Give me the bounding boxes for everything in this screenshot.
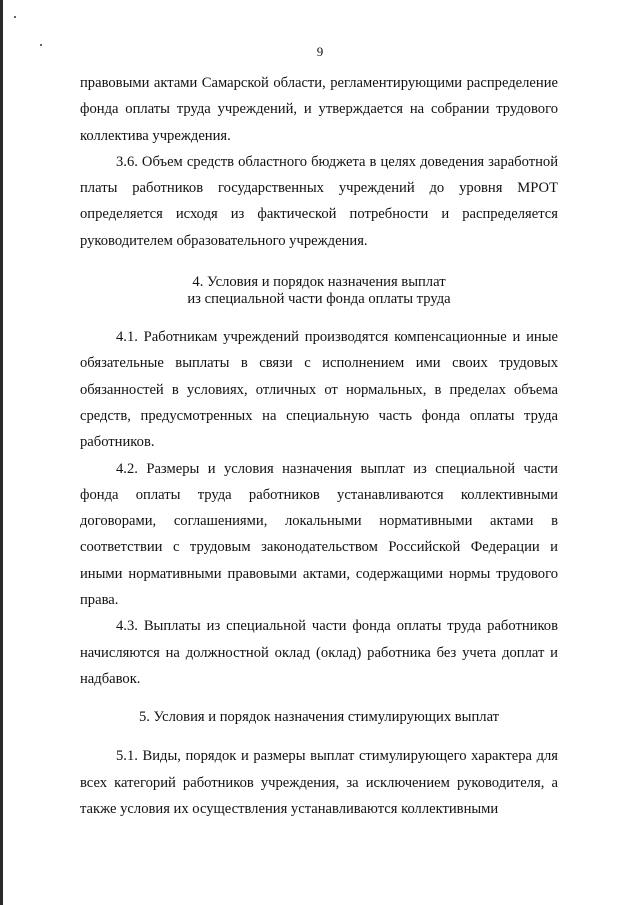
section-5-heading: 5. Условия и порядок назначения стимулирующих выплат — [138, 709, 500, 726]
paragraph-3-6: 3.6. Объем средств областного бюджета в целях доведения заработной платы работников государственных учреждений до уровня МРОТ определяется исходя из фактической потребности и распределяется руководителем образовательного учреждения. — [80, 153, 558, 249]
paragraph-4-2: 4.2. Размеры и условия назначения выплат из специальной части фонда оплаты труда работников устанавливаются коллективными договорами, соглашениями, локальными нормативными актами в соответствии с трудовым законодательством Российской Федерации и иными нормативными правовыми актами, содержащими нормы трудового права. — [80, 460, 558, 609]
page-number: 9 — [316, 44, 324, 59]
paragraph-continuation: правовыми актами Самарской области, регламентирующими распределение фонда оплаты труда учреждений, и утверждается на собрании трудового коллектива учреждения. — [80, 75, 558, 144]
scan-speck — [14, 16, 16, 18]
paragraph-4-3: 4.3. Выплаты из специальной части фонда оплаты труда работников начисляются на должностной оклад (оклад) работника без учета доплат и надбавок. — [80, 618, 558, 687]
document-body — [80, 70, 558, 822]
scan-left-edge — [0, 0, 3, 905]
paragraph-5-1: 5.1. Виды, порядок и размеры выплат стимулирующего характера для всех категорий работников учреждения, за исключением руководителя, а также условия их осуществления устанавливаются коллективными — [80, 748, 558, 817]
paragraph-4-1: 4.1. Работникам учреждений производятся компенсационные и иные обязательные выплаты в связи с исполнением ими своих трудовых обязанностей в условиях, отличных от нормальных, в пределах объема средств, предусмотренных на специальную часть фонда оплаты труда работников. — [80, 329, 558, 451]
section-4-heading-line-1: 4. Условия и порядок назначения выплат — [192, 274, 446, 291]
section-4-heading-line-2: из специальной части фонда оплаты труда — [187, 291, 451, 308]
section-4-heading — [80, 274, 558, 308]
